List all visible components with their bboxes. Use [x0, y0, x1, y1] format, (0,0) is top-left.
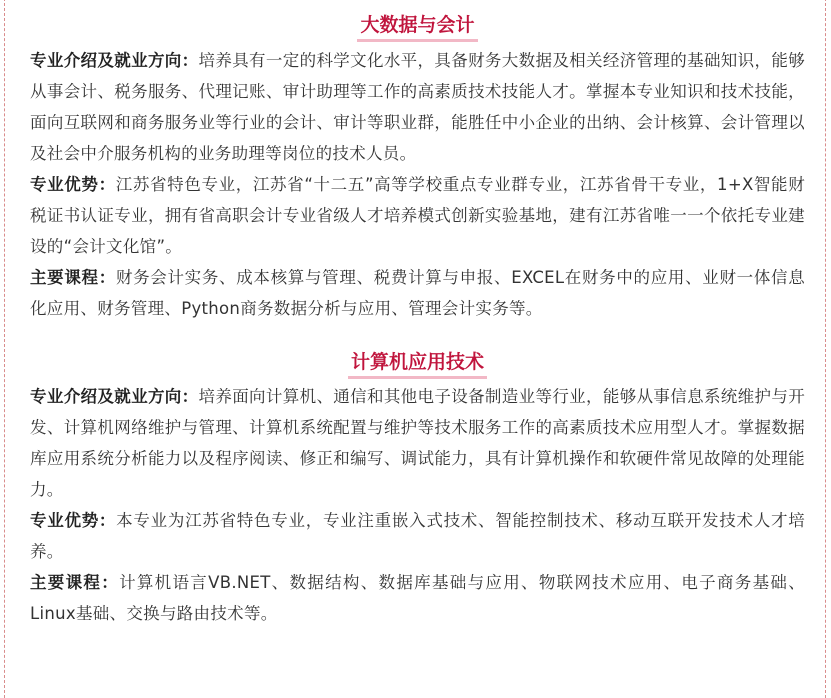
paragraph-text: 培养面向计算机、通信和其他电子设备制造业等行业，能够从事信息系统维护与开发、计算机网络维护与管理、计算机系统配置与维护等技术服务工作的高素质技术应用型人才。掌握数据库应用系统分析能力以及程序阅读、修正和编写、调试能力，具有计算机操作和软硬件常见故障的处理能力。	[30, 387, 806, 499]
section-title: 计算机应用技术	[348, 348, 487, 379]
paragraph-advantages	[30, 505, 805, 567]
paragraph-label: 专业介绍及就业方向：	[30, 51, 199, 70]
paragraph-advantages	[30, 169, 805, 262]
paragraph-text: 计算机语言VB.NET、数据结构、数据库基础与应用、物联网技术应用、电子商务基础、Linux基础、交换与路由技术等。	[30, 573, 805, 623]
paragraph-label: 专业介绍及就业方向：	[30, 387, 199, 406]
paragraph-text: 本专业为江苏省特色专业，专业注重嵌入式技术、智能控制技术、移动互联开发技术人才培养。	[30, 511, 806, 561]
paragraph-courses	[30, 567, 805, 629]
major-section-computer-application	[30, 348, 805, 629]
paragraph-intro	[30, 45, 805, 169]
paragraph-label: 主要课程：	[30, 573, 120, 592]
section-title: 大数据与会计	[357, 11, 477, 42]
paragraph-label: 主要课程：	[30, 268, 116, 287]
paragraph-text: 财务会计实务、成本核算与管理、税费计算与申报、EXCEL在财务中的应用、业财一体信息化应用、财务管理、Python商务数据分析与应用、管理会计实务等。	[30, 268, 805, 318]
paragraph-text: 江苏省特色专业，江苏省“十二五”高等学校重点专业群专业，江苏省骨干专业，1+X智能财税证书认证专业，拥有省高职会计专业省级人才培养模式创新实验基地，建有江苏省唯一一个依托专业建设的“会计文化馆”。	[30, 175, 806, 256]
paragraph-text: 培养具有一定的科学文化水平，具备财务大数据及相关经济管理的基础知识，能够从事会计、税务服务、代理记账、审计助理等工作的高素质技术技能人才。掌握本专业知识和技术技能，面向互联网和商务服务业等行业的会计、审计等职业群，能胜任中小企业的出纳、会计核算、会计管理以及社会中介服务机构的业务助理等岗位的技术人员。	[30, 51, 806, 163]
article-content	[30, 0, 805, 629]
major-section-big-data-accounting	[30, 0, 805, 324]
paragraph-intro	[30, 381, 805, 505]
paragraph-courses	[30, 262, 805, 324]
paragraph-label: 专业优势：	[30, 511, 117, 530]
paragraph-label: 专业优势：	[30, 175, 116, 194]
